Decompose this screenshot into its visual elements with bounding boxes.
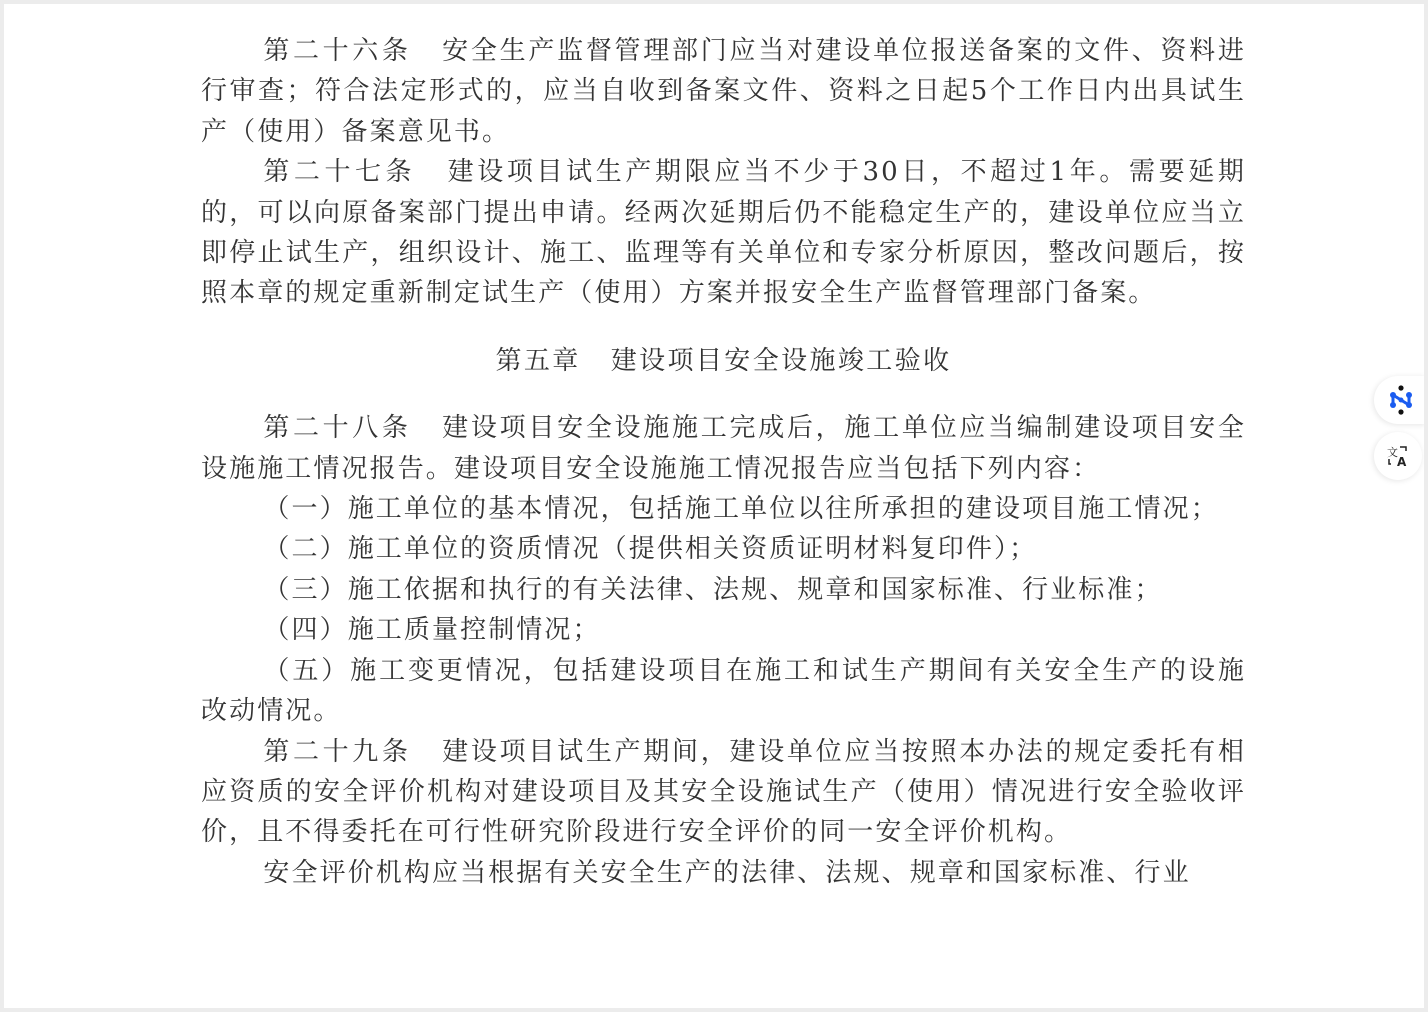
article-text: 安全生产监督管理部门应当对建设单位报送备案的文件、资料进行审查；符合法定形式的，应当自收到备案文件、资料之日起5个工作日内出具试生产（使用）备案意见书。: [201, 36, 1246, 147]
list-item: （二）施工单位的资质情况（提供相关资质证明材料复印件）；: [263, 534, 1038, 565]
document-page: [4, 4, 1424, 1008]
article-29: [201, 732, 1246, 853]
floating-toolbar: [1364, 376, 1424, 480]
article-29-continuation: 安全评价机构应当根据有关安全生产的法律、法规、规章和国家标准、行业: [263, 857, 1191, 888]
article-number: 第二十七条: [263, 157, 417, 188]
svg-text:文: 文: [1387, 446, 1398, 459]
chapter-heading: [201, 341, 1246, 381]
list-item: （三）施工依据和执行的有关法律、法规、规章和国家标准、行业标准；: [263, 574, 1163, 605]
article-text: 建设项目试生产期限应当不少于30日，不超过1年。需要延期的，可以向原备案部门提出申请。经两次延期后仍不能稳定生产的，建设单位应当立即停止试生产，组织设计、施工、监理等有关单位和专家分析原因，整改问题后，按照本章的规定重新制定试生产（使用）方案并报安全生产监督管理部门备案。: [201, 157, 1246, 309]
article-number: 第二十六条: [263, 36, 412, 66]
list-item: （五）施工变更情况，包括建设项目在施工和试生产期间有关安全生产的设施改动情况。: [201, 655, 1246, 727]
article-text: 建设项目安全设施施工完成后，施工单位应当编制建设项目安全设施施工情况报告。建设项目安全设施施工情况报告应当包括下列内容：: [201, 413, 1246, 484]
article-number: 第二十八条: [263, 413, 412, 444]
list-item: （四）施工质量控制情况；: [263, 615, 601, 646]
article-28: [201, 408, 1246, 489]
list-item: （一）施工单位的基本情况，包括施工单位以往所承担的建设项目施工情况；: [263, 494, 1219, 525]
chapter-number: 第五章: [495, 345, 581, 376]
translate-icon: [1386, 444, 1410, 468]
svg-text:A: A: [1397, 455, 1407, 468]
article-number: 第二十九条: [263, 736, 412, 767]
chapter-title: 建设项目安全设施竣工验收: [610, 345, 952, 376]
ai-network-icon: [1388, 385, 1414, 415]
ai-assistant-button[interactable]: [1374, 376, 1424, 424]
article-26: [201, 31, 1246, 152]
translate-button[interactable]: [1374, 432, 1422, 480]
article-text: 建设项目试生产期间，建设单位应当按照本办法的规定委托有相应资质的安全评价机构对建设项目及其安全设施试生产（使用）情况进行安全验收评价，且不得委托在可行性研究阶段进行安全评价的同一安全评价机构。: [201, 736, 1246, 848]
article-27: [201, 152, 1246, 314]
document-body: [201, 31, 1246, 893]
